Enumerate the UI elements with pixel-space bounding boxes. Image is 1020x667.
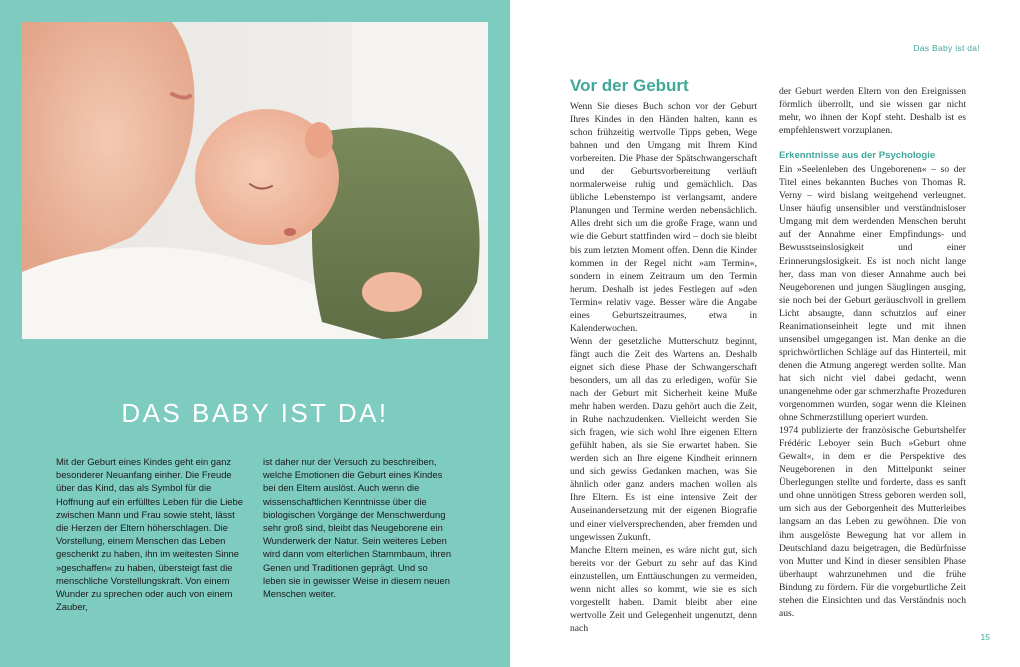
paragraph: 1974 publizierte der französische Geburtshelfer Frédéric Leboyer sein Buch »Geburt ohne Gewalt«, in dem er die Perspektive des Neugeborenen in den Mittelpunkt seiner Überlegungen stellte und forderte, dass es sanft und ohne unnötigen Stress geboren werden soll, um sich aus der Geborgenheit des Mutterleibes langsam an das Leben zu gewöhnen. Die von ihm ausgelöste Bewegung hat vor allem in Deutschland dazu beigetragen, die Bedürfnisse von Mutter und Kind in dieser sensiblen Phase überhaupt wahrzunehmen und die frühe Bindung zu fördern. Für die vorgeburtliche Zeit stehen die Einsichten und das Verständnis noch aus. (779, 425, 966, 619)
chapter-title: DAS BABY IST DA! (121, 398, 389, 428)
paragraph: Wenn der gesetzliche Mutterschutz beginnt, fängt auch die Zeit des Wartens an. Deshalb eignet sich diese Phase der Schwangerschaft besonders, um all das zu erledigen, wofür Sie nach der Geburt mit Sicherheit keine Muße mehr haben werden. Dazu gehört auch die Zeit, in Ruhe nachzudenken. Vielleicht werden Sie sich fragen, wie sich wohl Ihre eigenen Eltern gefühlt haben, als sie Sie erwartet haben. Sie werden sich an Ihre eigene Kindheit erinnern und sich gewiss Gedanken machen, was Sie ähnlich oder ganz anders machen wollen als Ihre Eltern. Es ist eine intensive Zeit der Auseinandersetzung mit der eigenen Biografie und einer vielversprechenden, aber fremden und ungewissen Zukunft. (570, 335, 757, 543)
photo-illustration (22, 22, 488, 339)
paragraph: Manche Eltern meinen, es wäre nicht gut, sich bereits vor der Geburt zu sehr auf das Kind einzustellen, um Enttäuschungen zu vermeiden, wenn nicht alles so kommt, wie sie es sich vorgestellt haben. Damit bleibt aber eine wertvolle Zeit und Gelegenheit ungenutzt, denn nach (570, 544, 757, 634)
right-page (510, 0, 1020, 667)
intro-text-column-1: Mit der Geburt eines Kindes geht ein ganz besonderer Neuanfang einher. Die Freude über das Kind, das als Symbol für die Hoffnung auf ein erfülltes Leben für die Liebe zwischen Mann und Frau sowie steht, lässt die Herzen der Eltern höherschlagen. Die Vorstellung, einem Menschen das Leben geschenkt zu haben, ihn im weitesten Sinne »geschaffen« zu haben, übersteigt fast die menschliche Vorstellungskraft. Von einem Wunder zu sprechen oder auch von einem Zauber, (56, 456, 243, 613)
paragraph: Wenn Sie dieses Buch schon vor der Geburt Ihres Kindes in den Händen halten, kann es schon frühzeitig wertvolle Tipps geben, Wege bahnen und den Umgang mit Ihrem Kind vorbereiten. Die Phase der Spätschwangerschaft und der Geburtsvorbereitung verläuft normalerweise ruhig und gemächlich. Das übliche Lebenstempo ist verlangsamt, andere Planungen und Termine werden nebensächlich. Alles dreht sich um die große Frage, wann und wie die Geburt stattfinden wird – doch sie bleibt bis zum letzten Moment offen. Denn die Kinder kommen in der Regel nicht »am Termin«, sondern in einem Zeitraum um den Termin herum. Deshalb ist jedes Festlegen auf »den Termin« relativ vage. Besser wäre die Angabe eines Geburtszeitraumes, etwa in Kalenderwochen. (570, 101, 757, 334)
body-column-2 (779, 85, 966, 620)
page-number: 15 (980, 632, 990, 642)
body-column-1 (570, 100, 757, 635)
running-head: Das Baby ist da! (913, 43, 980, 53)
paragraph: der Geburt werden Eltern von den Ereignissen förmlich überrollt, und sie wissen gar nicht mehr, wo ihnen der Kopf steht. Deshalb ist es empfehlenswert vorzuplanen. (779, 86, 966, 137)
intro-text-column-2: ist daher nur der Versuch zu beschreiben, welche Emotionen die Geburt eines Kindes bei den Eltern auslöst. Auch wenn die wissenschaftlichen Kenntnisse über die biologischen Vorgänge der Menschwerdung sehr groß sind, bleibt das Neugeborene ein Wunderwerk der Natur. Sein weiteres Leben wird dann vom elterlichen Stammbaum, ihren Genen und Traditionen geprägt. Und so leben sie in gewisser Weise in diesem neuen Menschen weiter. (263, 456, 452, 600)
subheading: Erkenntnisse aus der Psychologie (779, 150, 936, 162)
section-title: Vor der Geburt (570, 76, 689, 95)
paragraph: Ein »Seelenleben des Ungeborenen« – so der Titel eines bekannten Buches von Thomas R. Verny – wird bislang weitgehend verleugnet. Unser häufig unsensibler und verständnisloser Umgang mit dem werdenden Menschen beruht auf der Annahme einer Empfindungs- und Bewusstseinslosigkeit und einer Erinnerungslosigkeit. Es ist noch nicht lange her, dass man von dieser Annahme auch bei Neugeborenen und jungen Säuglingen ausging, sie noch bei der Geburt geräuschvoll in grellem Licht absaugte, dann schutzlos auf einer Reanimationseinheit legte und mit ihnen unsensibel umgegangen ist. Man denke an die sprichwörtlichen Schläge auf das Hinterteil, mit denen die Atmung angeregt werden sollte. Man hat sich nicht viel dabei gedacht, wenn unangenehme oder gar schmerzhafte Prozeduren vorgenommen wurden, sogar wenn die Kleinen ohne Schmerzstillung operiert wurden. (779, 164, 966, 424)
photo-mother-and-sleeping-baby (22, 22, 488, 339)
